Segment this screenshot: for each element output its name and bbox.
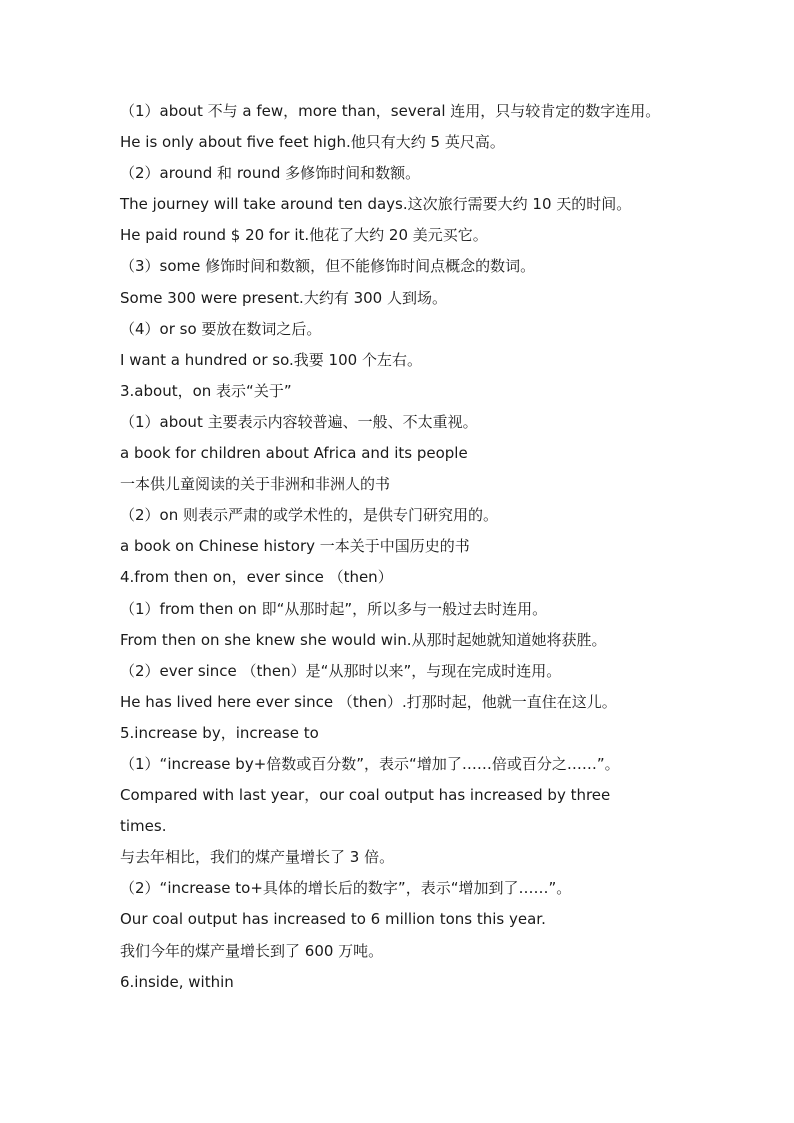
text-line: （4）or so 要放在数词之后。: [120, 319, 322, 338]
text-line: （1）about 主要表示内容较普遍、一般、不太重视。: [120, 412, 478, 431]
text-line: （2）“increase to+具体的增长后的数字”，表示“增加到了……”。: [120, 879, 572, 898]
section-heading: 5.increase by，increase to: [120, 723, 319, 742]
text-line: a book for children about Africa and its people: [120, 444, 468, 463]
text-line: （2）on 则表示严肃的或学术性的，是供专门研究用的。: [120, 506, 498, 525]
text-line: 我们今年的煤产量增长到了 600 万吨。: [120, 941, 384, 960]
text-line: （1）about 不与 a few，more than，several 连用，只与较肯定的数字连用。: [120, 102, 661, 120]
text-line: times.: [120, 817, 167, 836]
text-line: （1）“increase by+倍数或百分数”，表示“增加了……倍或百分之……”。: [120, 754, 620, 773]
text-line: He is only about five feet high.他只有大约 5 英尺高。: [120, 133, 505, 152]
text-line: Some 300 were present.大约有 300 人到场。: [120, 288, 447, 307]
document-body: [120, 96, 680, 998]
text-line: （1）from then on 即“从那时起”，所以多与一般过去时连用。: [120, 599, 548, 618]
text-line: He has lived here ever since （then）.打那时起，他就一直住在这儿。: [120, 692, 617, 711]
text-line: I want a hundred or so.我要 100 个左右。: [120, 350, 422, 369]
section-heading: 3.about，on 表示“关于”: [120, 381, 292, 400]
text-line: The journey will take around ten days.这次旅行需要大约 10 天的时间。: [120, 195, 632, 214]
section-heading: 4.from then on，ever since （then）: [120, 568, 393, 587]
section-heading: 6.inside, within: [120, 972, 234, 991]
text-line: Our coal output has increased to 6 million tons this year.: [120, 910, 546, 929]
text-line: 一本供儿童阅读的关于非洲和非洲人的书: [120, 475, 391, 494]
text-line: （2）around 和 round 多修饰时间和数额。: [120, 164, 421, 183]
text-line: （3）some 修饰时间和数额，但不能修饰时间点概念的数词。: [120, 257, 536, 276]
text-line: （2）ever since （then）是“从那时以来”，与现在完成时连用。: [120, 661, 562, 680]
text-line: Compared with last year，our coal output has increased by three: [120, 786, 611, 805]
text-line: 与去年相比，我们的煤产量增长了 3 倍。: [120, 848, 395, 867]
text-line: a book on Chinese history 一本关于中国历史的书: [120, 537, 470, 556]
text-line: He paid round $ 20 for it.他花了大约 20 美元买它。: [120, 226, 488, 245]
text-line: From then on she knew she would win.从那时起她就知道她将获胜。: [120, 630, 607, 649]
